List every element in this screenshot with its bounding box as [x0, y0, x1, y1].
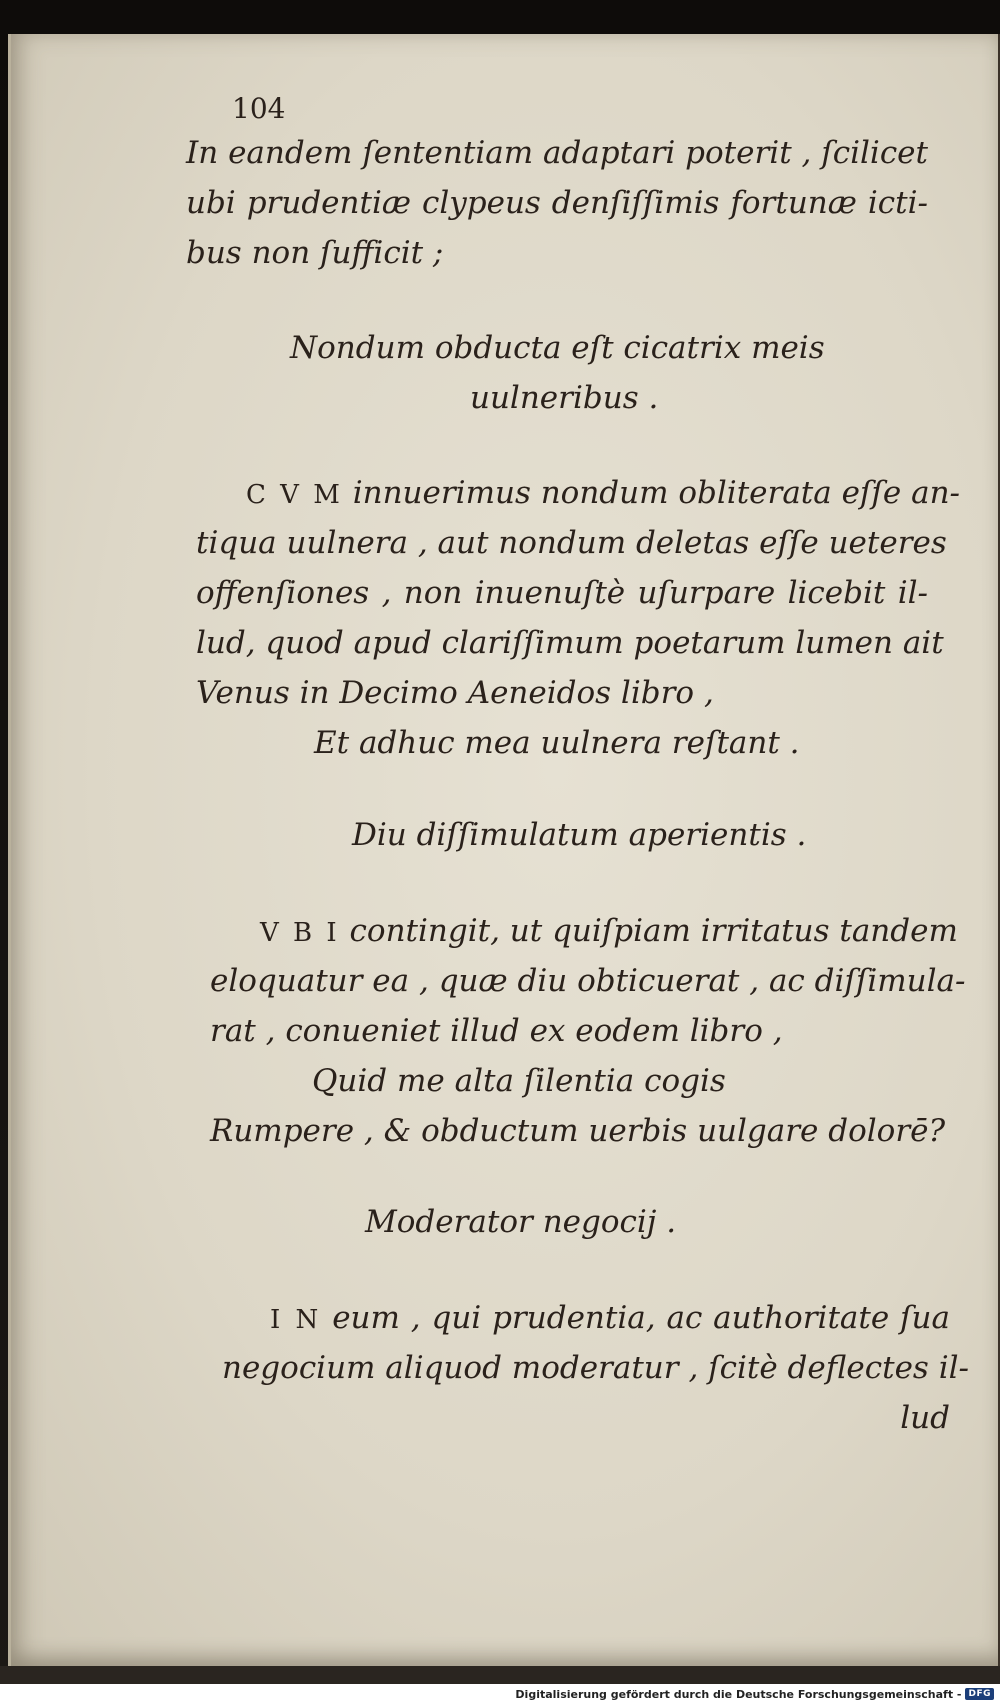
text-line: Venus in Decimo Aeneidos libro , [196, 675, 714, 711]
catchword: lud [900, 1400, 950, 1436]
heading-diu: Diu diſſimulatum aperientis . [352, 817, 807, 853]
top-paragraph [186, 128, 928, 278]
paragraph-ubi [210, 906, 966, 1156]
paragraph-cum [196, 468, 961, 768]
text-line: negocium aliquod moderatur , ſcitè deflectes il- [222, 1350, 969, 1386]
verse-quote: Et adhuc mea uulnera reſtant . [314, 725, 800, 761]
text-line: offenſiones , non inuenuſtè uſurpare licebit il- [196, 575, 928, 611]
scan-bottom-band [0, 1666, 1000, 1684]
heading-line: Nondum obducta eſt cicatrix meis [290, 330, 825, 366]
dfg-logo: DFG [965, 1688, 994, 1700]
lead-caps: V B I [260, 918, 340, 948]
text-span: contingit, ut quiſpiam irritatus tandem [349, 913, 958, 949]
text-line: bus non ſufficit ; [186, 235, 444, 271]
verse-quote: Rumpere , & obductum uerbis uulgare dolorē? [210, 1113, 946, 1149]
text-span: innuerimus nondum obliterata eſſe an- [352, 475, 961, 511]
verse-quote: Quid me alta ſilentia cogis [312, 1063, 726, 1099]
lead-caps: C V M [246, 480, 343, 510]
page-number: 104 [232, 92, 286, 125]
text-line: ubi prudentiæ clypeus denſiſſimis fortunæ icti- [186, 185, 928, 221]
text-line: In eandem ſententiam adaptari poterit , ſcilicet [186, 135, 928, 171]
text-line [210, 906, 958, 956]
text-line [196, 468, 961, 518]
text-line [222, 1293, 950, 1343]
text-line: tiqua uulnera , aut nondum deletas eſſe ueteres [196, 525, 947, 561]
heading-line: uulneribus . [470, 380, 659, 416]
paragraph-in [222, 1293, 969, 1443]
lead-caps: I N [270, 1305, 322, 1335]
credit-text: Digitalisierung gefördert durch die Deutsche Forschungsgemeinschaft - [515, 1687, 962, 1701]
text-span: eum , qui prudentia, ac authoritate ſua [332, 1300, 950, 1336]
text-line: rat , conueniet illud ex eodem libro , [210, 1013, 783, 1049]
text-line: eloquatur ea , quæ diu obticuerat , ac diſſimula- [210, 963, 966, 999]
heading-nondum [220, 323, 920, 423]
heading-moderator: Moderator negocij . [365, 1204, 677, 1240]
digitization-credit [0, 1684, 1000, 1704]
text-line: lud, quod apud clariſſimum poetarum lumen ait [196, 625, 944, 661]
